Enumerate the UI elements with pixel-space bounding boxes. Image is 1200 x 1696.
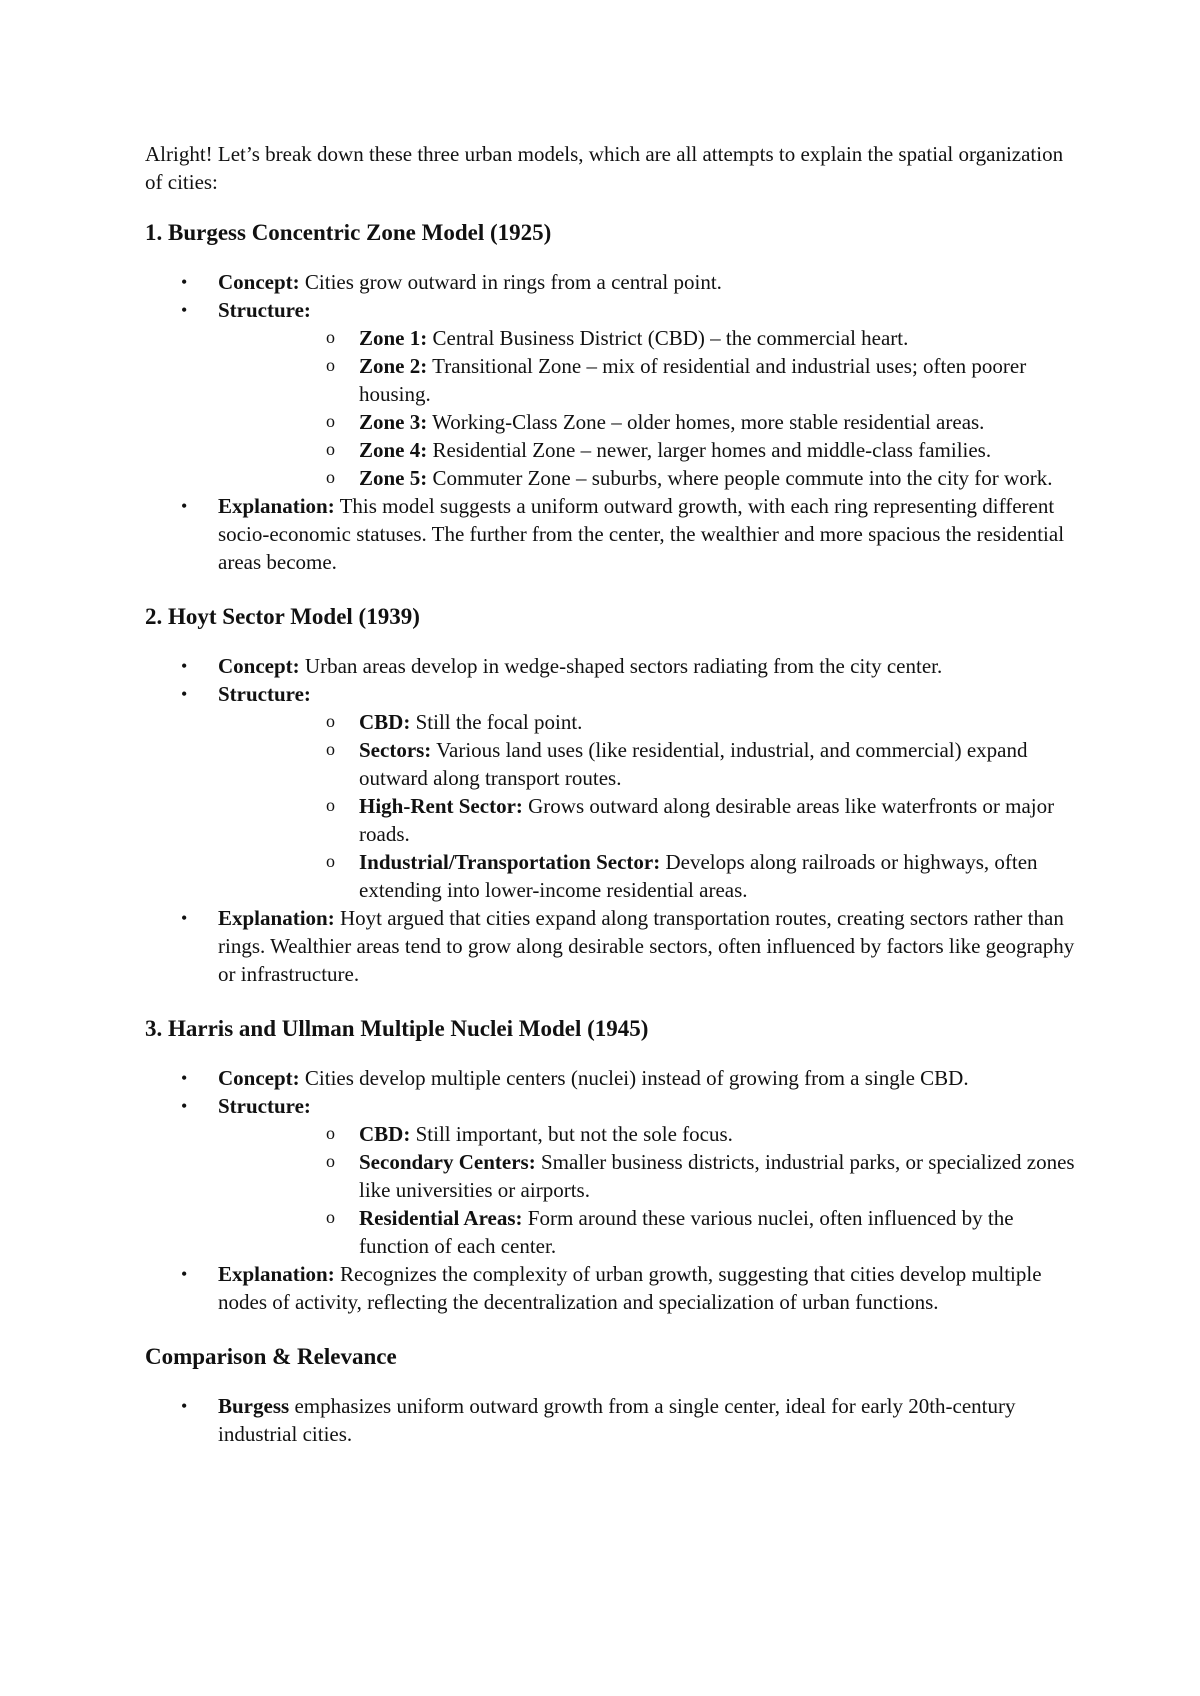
sub-bullet-icon: o — [326, 327, 335, 347]
sub-bullet-icon: o — [326, 1123, 335, 1143]
structure-item: • Structure: o CBD: Still the focal point. o Sectors: Various land uses (like residential, industrial, and commercial) expand outward along transport routes. o High-Rent Sector: Grows outward along desirable areas like waterfronts or major roads. o Industrial/Transportation Sector: Develops along railroads or highways, often extending into lower-income residential areas. — [145, 680, 1085, 904]
structure-subitem: o Zone 1: Central Business District (CBD) – the commercial heart. — [218, 324, 1085, 352]
document-page — [145, 140, 1085, 1474]
bullet-icon: • — [181, 300, 188, 320]
bullet-icon: • — [181, 656, 188, 676]
structure-subitem: o Zone 2: Transitional Zone – mix of residential and industrial uses; often poorer housing. — [218, 352, 1085, 408]
sub-bullet-icon: o — [326, 711, 335, 731]
structure-subitem: o CBD: Still important, but not the sole focus. — [218, 1120, 1085, 1148]
sub-bullet-icon: o — [326, 411, 335, 431]
sub-bullet-icon: o — [326, 439, 335, 459]
bullet-icon: • — [181, 272, 188, 292]
bullet-icon: • — [181, 496, 188, 516]
section-heading-harris-ullman: 3. Harris and Ullman Multiple Nuclei Model (1945) — [145, 1016, 649, 1041]
sub-bullet-icon: o — [326, 795, 335, 815]
sub-bullet-icon: o — [326, 851, 335, 871]
structure-subitem: o Industrial/Transportation Sector: Develops along railroads or highways, often extending into lower-income residential areas. — [218, 848, 1085, 904]
structure-item: • Structure: o CBD: Still important, but not the sole focus. o Secondary Centers: Smaller business districts, industrial parks, or specialized zones like universities or airports. o Residential Areas: Form around these various nuclei, often influenced by the function of each center. — [145, 1092, 1085, 1260]
sub-bullet-icon: o — [326, 1207, 335, 1227]
comparison-item: • Burgess emphasizes uniform outward growth from a single center, ideal for early 20th-century industrial cities. — [181, 1394, 1016, 1446]
sub-bullet-icon: o — [326, 739, 335, 759]
explanation-item: • Explanation: Hoyt argued that cities expand along transportation routes, creating sectors rather than rings. Wealthier areas tend to grow along desirable sectors, often influenced by factors like geography or infrastructure. — [181, 906, 1075, 986]
structure-subitem: o Zone 4: Residential Zone – newer, larger homes and middle-class families. — [218, 436, 1085, 464]
section-list-hoyt — [145, 652, 1085, 988]
bullet-icon: • — [181, 684, 188, 704]
comparison-list — [145, 1392, 1085, 1448]
structure-sublist — [218, 708, 1085, 904]
section-heading-burgess: 1. Burgess Concentric Zone Model (1925) — [145, 220, 552, 245]
explanation-item: • Explanation: This model suggests a uniform outward growth, with each ring representing different socio-economic statuses. The further from the center, the wealthier and more spacious the residential areas become. — [181, 494, 1065, 574]
structure-subitem: o CBD: Still the focal point. — [218, 708, 1085, 736]
section-heading-hoyt: 2. Hoyt Sector Model (1939) — [145, 604, 420, 629]
bullet-icon: • — [181, 1068, 188, 1088]
sub-bullet-icon: o — [326, 1151, 335, 1171]
structure-subitem: o Secondary Centers: Smaller business districts, industrial parks, or specialized zones like universities or airports. — [218, 1148, 1085, 1204]
structure-subitem: o High-Rent Sector: Grows outward along desirable areas like waterfronts or major roads. — [218, 792, 1085, 848]
bullet-icon: • — [181, 908, 188, 928]
structure-item: • Structure: o Zone 1: Central Business District (CBD) – the commercial heart. o Zone 2: Transitional Zone – mix of residential and industrial uses; often poorer housing. o Zone 3: Working-Class Zone – older homes, more stable residential areas. o Zone 4: Residential Zone – newer, larger homes and middle-class families. o Zone 5: Commuter Zone – suburbs, where people commute into the city for work. — [145, 296, 1085, 492]
structure-subitem: o Sectors: Various land uses (like residential, industrial, and commercial) expand outward along transport routes. — [218, 736, 1085, 792]
sub-bullet-icon: o — [326, 355, 335, 375]
concept-item: • Concept: Cities grow outward in rings from a central point. — [181, 270, 722, 294]
section-list-burgess — [145, 268, 1085, 576]
sub-bullet-icon: o — [326, 467, 335, 487]
concept-item: • Concept: Urban areas develop in wedge-shaped sectors radiating from the city center. — [181, 654, 943, 678]
bullet-icon: • — [181, 1396, 188, 1416]
bullet-icon: • — [181, 1096, 188, 1116]
explanation-item: • Explanation: Recognizes the complexity of urban growth, suggesting that cities develop multiple nodes of activity, reflecting the decentralization and specialization of urban functions. — [181, 1262, 1042, 1314]
structure-subitem: o Zone 5: Commuter Zone – suburbs, where people commute into the city for work. — [218, 464, 1085, 492]
structure-subitem: o Zone 3: Working-Class Zone – older homes, more stable residential areas. — [218, 408, 1085, 436]
structure-sublist — [218, 1120, 1085, 1260]
bullet-icon: • — [181, 1264, 188, 1284]
structure-sublist — [218, 324, 1085, 492]
concept-item: • Concept: Cities develop multiple centers (nuclei) instead of growing from a single CBD. — [181, 1066, 969, 1090]
structure-subitem: o Residential Areas: Form around these various nuclei, often influenced by the function of each center. — [218, 1204, 1085, 1260]
section-heading-comparison: Comparison & Relevance — [145, 1344, 397, 1369]
section-list-harris-ullman — [145, 1064, 1085, 1316]
intro-paragraph: Alright! Let’s break down these three urban models, which are all attempts to explain the spatial organization of cities: — [145, 142, 1064, 194]
